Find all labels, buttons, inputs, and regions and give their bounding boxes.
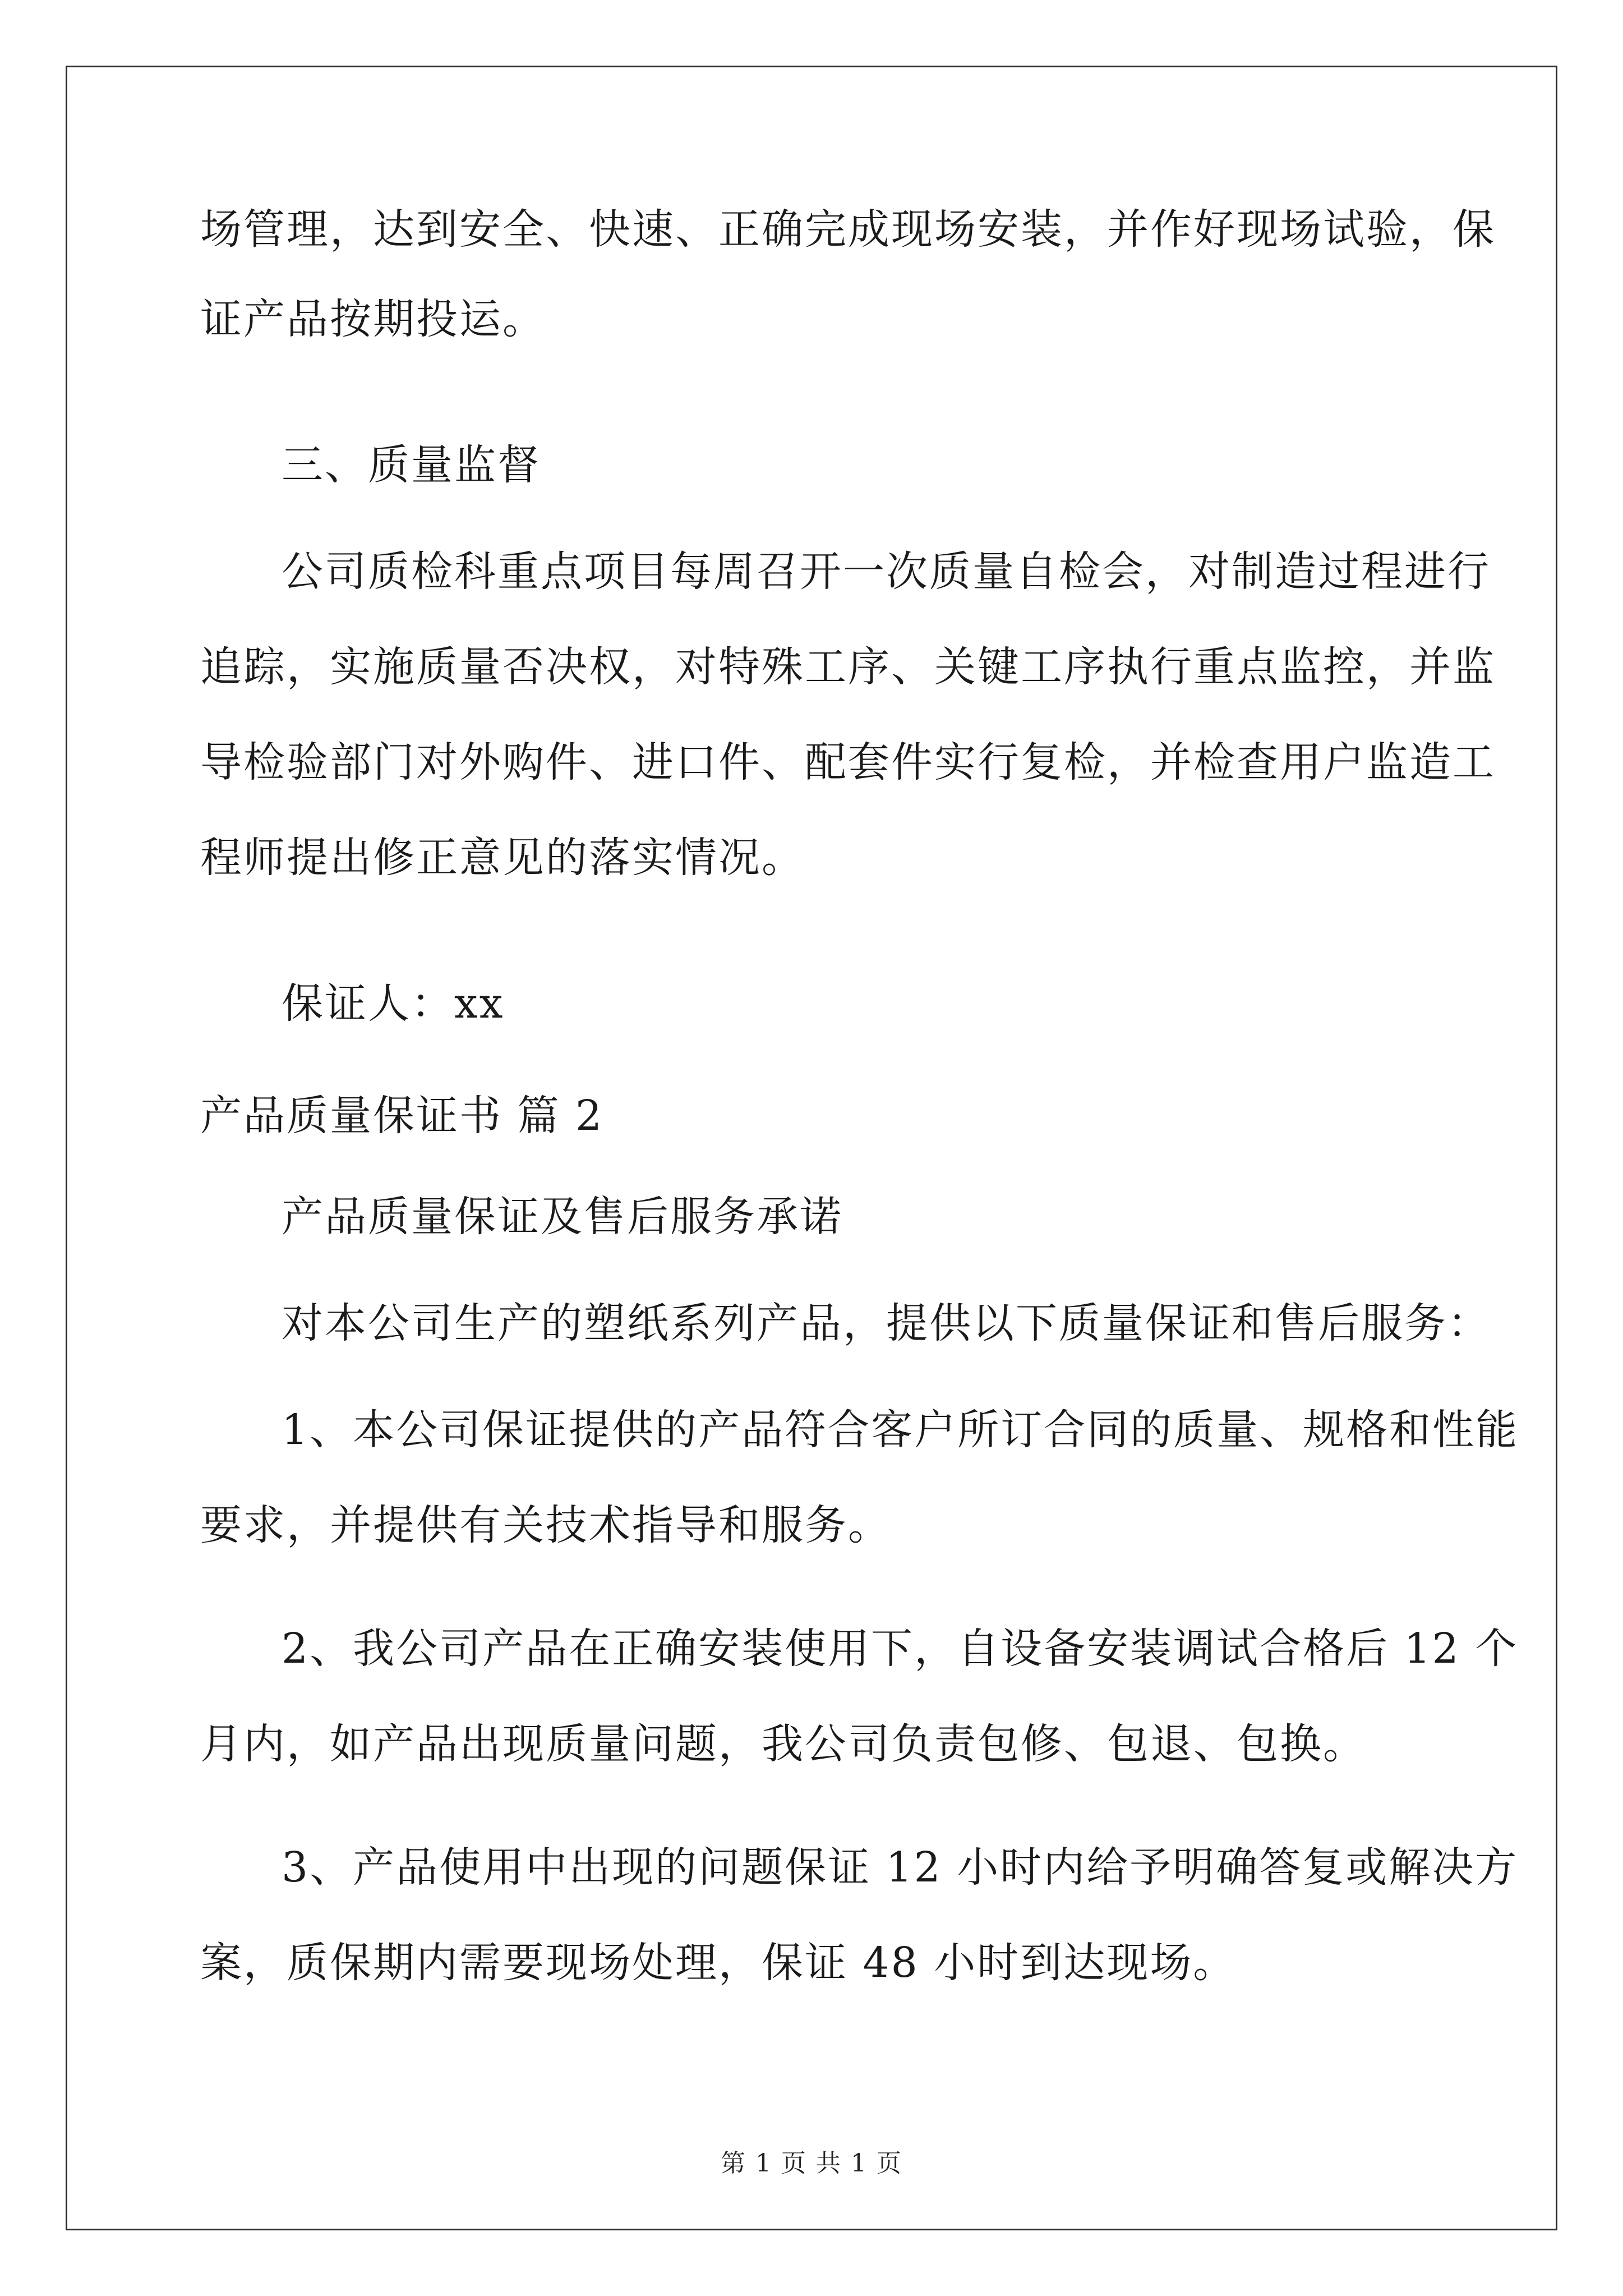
list-item: 2、我公司产品在正确安装使用下，自设备安装调试合格后 12 个 xyxy=(282,1625,1519,1673)
section-heading: 产品质量保证及售后服务承诺 xyxy=(282,1193,843,1241)
text-line: 案，质保期内需要现场处理，保证 48 小时到达现场。 xyxy=(200,1939,1237,1987)
list-item: 3、产品使用中出现的问题保证 12 小时内给予明确答复或解决方 xyxy=(282,1843,1519,1892)
text-line: 公司质检科重点项目每周召开一次质量自检会，对制造过程进行 xyxy=(282,547,1491,596)
article-title: 产品质量保证书 篇 2 xyxy=(200,1092,604,1140)
section-heading: 三、质量监督 xyxy=(282,441,541,489)
page-footer: 第 1 页 共 1 页 xyxy=(721,2149,902,2178)
page-border xyxy=(66,66,1557,2230)
text-line: 追踪，实施质量否决权，对特殊工序、关键工序执行重点监控，并监 xyxy=(200,643,1496,691)
text-line: 对本公司生产的塑纸系列产品，提供以下质量保证和售后服务： xyxy=(282,1299,1491,1347)
text-line: 导检验部门对外购件、进口件、配套件实行复检，并检查用户监造工 xyxy=(200,738,1496,786)
guarantor-line: 保证人：xx xyxy=(282,979,505,1028)
text-line: 证产品按期投运。 xyxy=(200,295,546,343)
list-item: 1、本公司保证提供的产品符合客户所订合同的质量、规格和性能 xyxy=(282,1406,1519,1454)
text-line: 程师提出修正意见的落实情况。 xyxy=(200,834,805,882)
text-line: 场管理，达到安全、快速、正确完成现场安装，并作好现场试验，保 xyxy=(200,205,1496,254)
text-line: 要求，并提供有关技术指导和服务。 xyxy=(200,1501,891,1549)
text-line: 月内，如产品出现质量问题，我公司负责包修、包退、包换。 xyxy=(200,1720,1366,1768)
